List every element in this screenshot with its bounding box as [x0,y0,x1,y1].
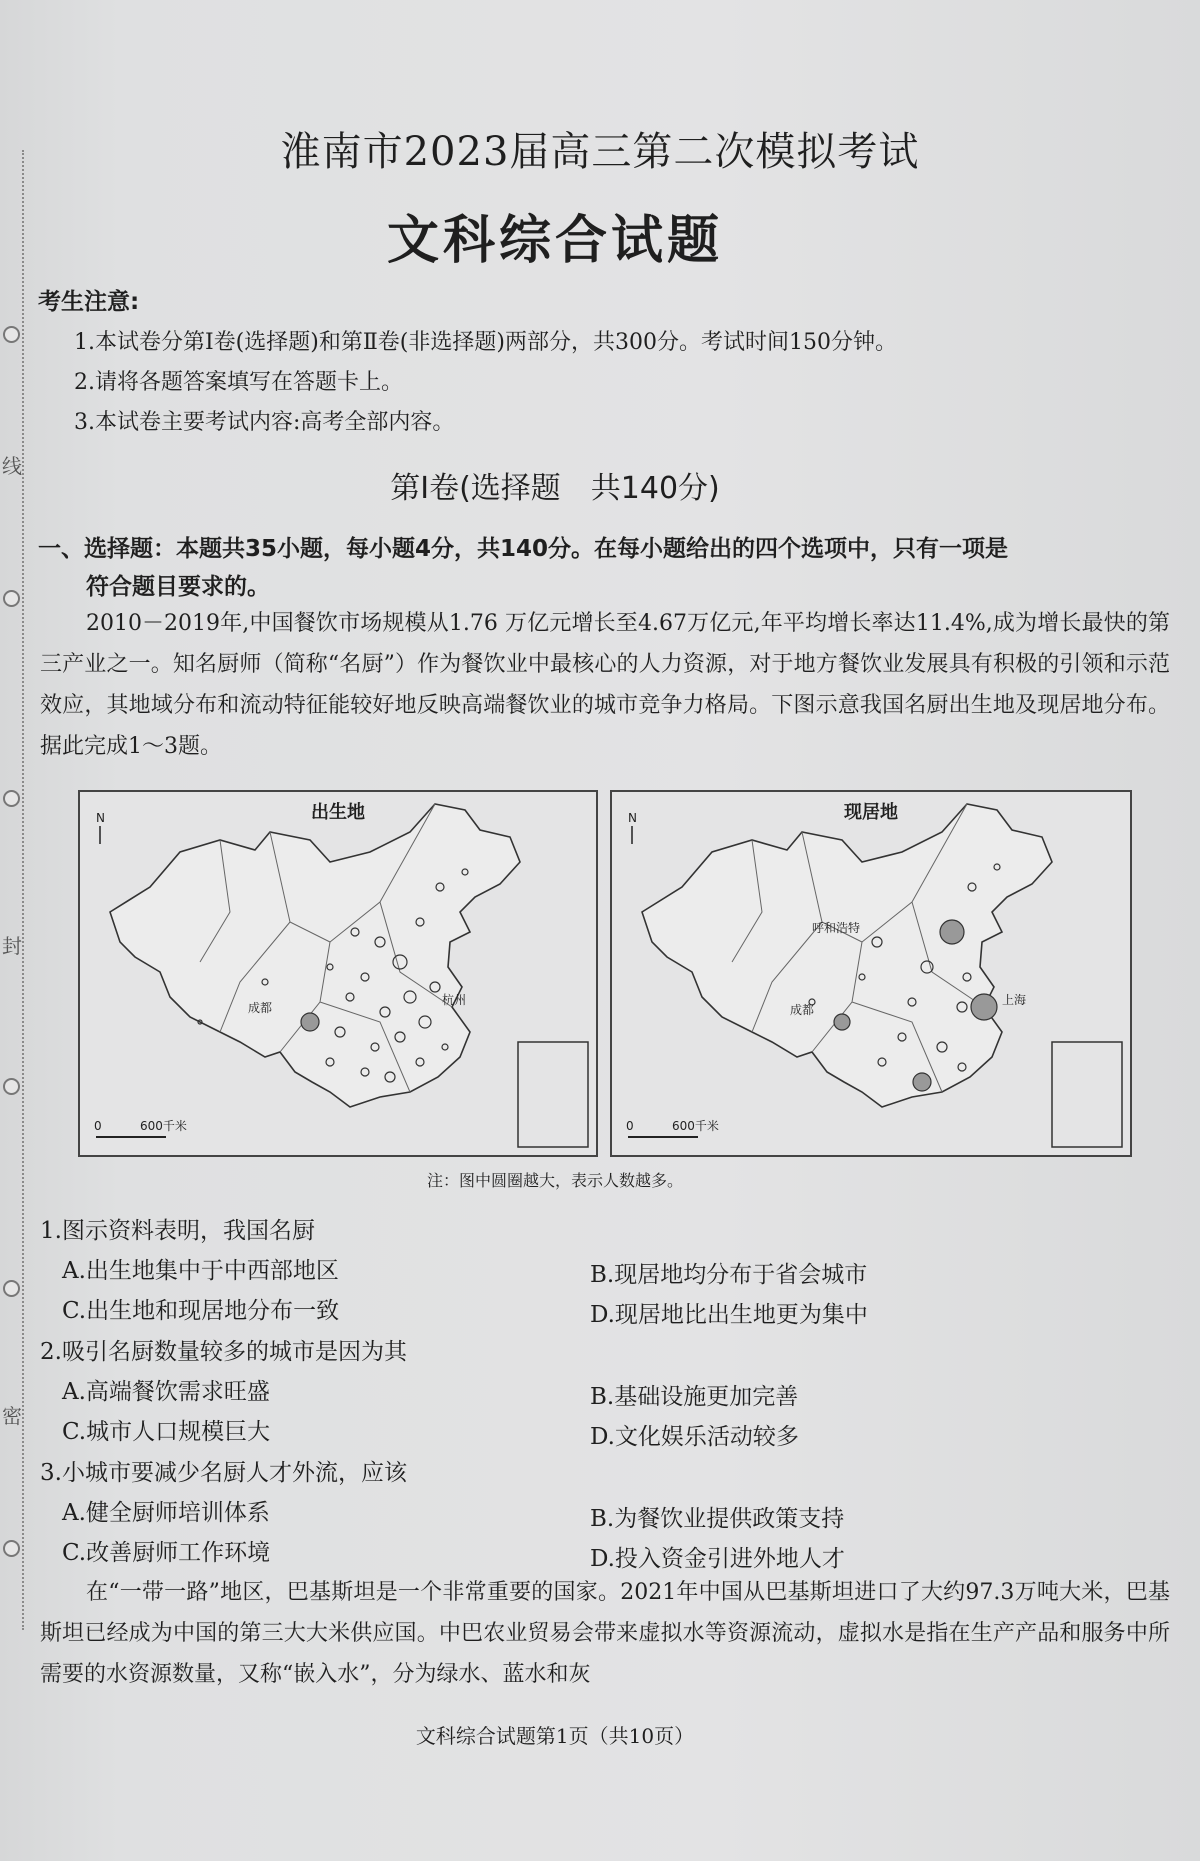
south-sea-inset [1052,1042,1122,1147]
notice-heading: 考生注意: [38,289,140,315]
scale-label: 600千米 [140,1119,187,1133]
scale-zero: 0 [626,1119,634,1133]
north-label: N [96,811,105,825]
binding-hole [3,1078,20,1095]
page-footer: 文科综合试题第1页（共10页） [415,1724,695,1748]
instruction-line: 符合题目要求的。 [86,574,270,600]
binding-char: 封 [2,934,22,958]
binding-hole [3,326,20,343]
china-outline [110,804,520,1107]
map-title: 出生地 [311,802,365,823]
question-stem: 3.小城市要减少名厨人才外流，应该 [40,1460,407,1486]
paper-title: 文科综合试题 [386,211,723,271]
passage-1: 2010－2019年,中国餐饮市场规模从1.76 万亿元增长至4.67万亿元,年平均增长率达11.4%,成为增长最快的第三产业之一。知名厨师（简称“名厨”）作为餐饮业中最核心的人力资源，对于地方餐饮业发展具有积极的引领和示范效应，其地域分布和流动特征能较好地反映高端餐饮业的城市竞争力格局。下图示意我国名厨出生地及现居地分布。据此完成1～3题。 [40,611,1170,759]
question-stem: 2.吸引名厨数量较多的城市是因为其 [40,1339,407,1365]
binding-char: 密 [2,1404,22,1428]
binding-hole [3,1540,20,1557]
notice-item: 1.本试卷分第Ⅰ卷(选择题)和第Ⅱ卷(非选择题)两部分，共300分。考试时间150分钟。 [74,330,897,355]
option: B.基础设施更加完善 [590,1384,799,1410]
binding-hole [3,790,20,807]
city-label: 上海 [1002,993,1027,1007]
question-stem: 1.图示资料表明，我国名厨 [40,1218,315,1244]
binding-char: 线 [2,454,22,478]
city-label: 成都 [790,1003,815,1017]
map-note: 注：图中圆圈越大，表示人数越多。 [426,1171,683,1190]
option: D.文化娱乐活动较多 [590,1424,799,1450]
passage-2: 在“一带一路”地区，巴基斯坦是一个非常重要的国家。2021年中国从巴基斯坦进口了大约97.3万吨大米，巴基斯坦已经成为中国的第三大大米供应国。中巴农业贸易会带来虚拟水等资源流动，虚拟水是指在生产产品和服务中所需要的水资源数量，又称“嵌入水”，分为绿水、蓝水和灰 [40,1580,1170,1687]
map-title: 现居地 [844,802,898,823]
residence-map [610,790,1132,1157]
option: B.为餐饮业提供政策支持 [590,1506,845,1532]
city-label: 成都 [248,1001,273,1015]
scale-zero: 0 [94,1119,102,1133]
option: D.投入资金引进外地人才 [590,1546,845,1572]
option: A.健全厨师培训体系 [62,1500,270,1526]
residence-map-drawing [612,792,1130,1155]
option: D.现居地比出生地更为集中 [590,1302,868,1328]
north-label: N [628,811,637,825]
option: A.出生地集中于中西部地区 [62,1258,339,1284]
option: B.现居地均分布于省会城市 [590,1262,868,1288]
option: C.改善厨师工作环境 [62,1540,271,1566]
birthplace-map [78,790,598,1157]
option: A.高端餐饮需求旺盛 [62,1379,270,1405]
exam-title: 淮南市2023届高三第二次模拟考试 [280,129,920,175]
notice-item: 2.请将各题答案填写在答题卡上。 [74,370,403,395]
city-label: 呼和浩特 [812,921,861,935]
birthplace-map-drawing [80,792,596,1155]
notice-item: 3.本试卷主要考试内容:高考全部内容。 [74,410,455,435]
city-label: 杭州 [442,993,467,1007]
section-instruction [38,530,1178,606]
scale-label: 600千米 [672,1119,719,1133]
binding-hole [3,590,20,607]
option: C.城市人口规模巨大 [62,1419,271,1445]
section-title: 第Ⅰ卷(选择题 共140分) [390,471,720,506]
instruction-line: 一、选择题：本题共35小题，每小题4分，共140分。在每小题给出的四个选项中，只有一项是 [38,536,1009,562]
binding-hole [3,1280,20,1297]
south-sea-inset [518,1042,588,1147]
china-outline [642,804,1052,1107]
option: C.出生地和现居地分布一致 [62,1298,340,1324]
